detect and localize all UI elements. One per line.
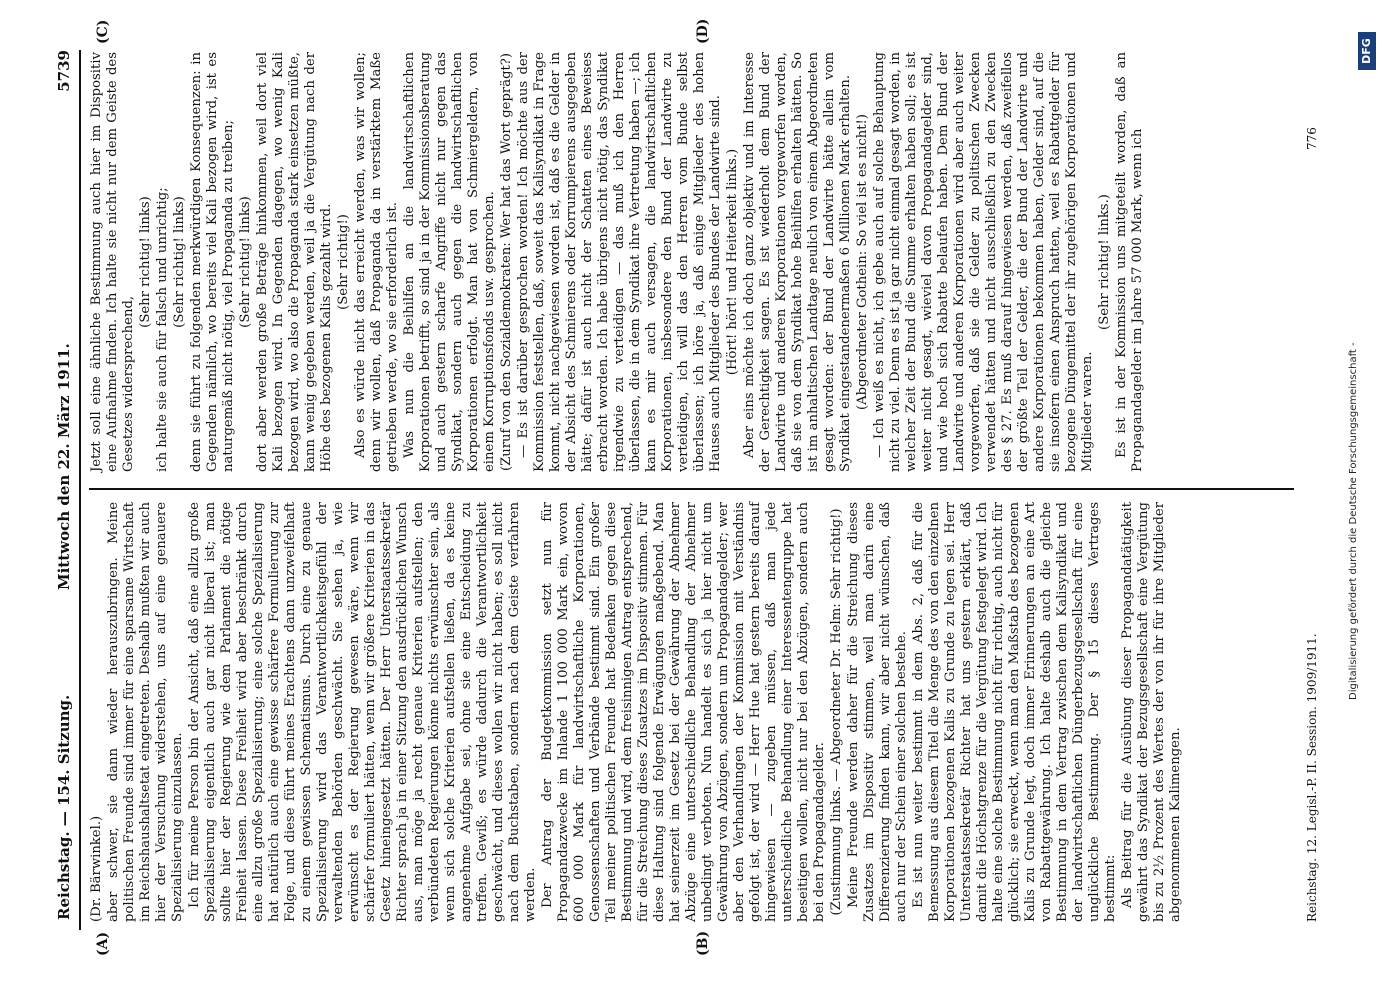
column-divider [89,488,1294,490]
margin-marker-d: (D) [695,18,711,44]
interjection: (Sehr richtig! links.) [1097,194,1112,330]
footer-session: Reichstag. 12. Legisl.-P. II. Session. 1909/1911. [1305,633,1319,922]
speaker-label: (Dr. Bärwinkel.) [89,815,104,922]
header-left: Reichstag. — 154. Sitzung. [55,694,73,920]
margin-marker-b: (B) [695,930,711,956]
page-number: 5739 [55,50,73,92]
dfg-logo: DFG [1358,32,1376,70]
margin-marker-c: (C) [95,19,111,44]
paragraph: Ich für meine Person bin der Ansicht, daß eine allzu große Spezialisierung eigentlich auch gar nicht liberal ist; man sollte hier der Regierung wie dem Parlament die nötige Freiheit lassen. Diese Freiheit wird aber beschränkt durch eine allzu große Spezialisierung; eine solche Spezialisierung hat natürlich auch eine gewisse schärfere Formulierung zur Folge, und diese führt meines Erachtens dann unzweifelhaft zu einem gewissen Schematismus. Durch eine zu genaue Spezialisierung wird das Verantwortlichkeitsgefühl der verwaltenden Behörden geschwächt. Sie sehen ja, wie erwünscht es der Regierung gewesen wäre, wenn wir schärfer formuliert hätten, wenn wir größere Kriterien in das Gesetz hineingesetzt hätten. Der Herr Unterstaatssekretär Richter sprach ja in einer Sitzung den ausdrücklichen Wunsch aus, man möge ja recht genaue Kriterien aufstellen; den verbündeten Regierungen könne nichts erwünschter sein, als wenn sich solche Kriterien aufstellen ließen, da es keine angenehme Aufgabe sei, ohne sie eine Entscheidung zu treffen. Gewiß; es würde dadurch die Verantwortlichkeit geschwächt, und dieses wollen wir nicht haben; es soll nicht nach dem Buchstaben, sondern nach dem Geiste verfahren werden. [187,502,538,922]
page-header [55,50,77,930]
interjection: (Sehr richtig!) [336,214,351,310]
interjection: (Abgeordneter Gothein: So viel ist es nicht!) [855,114,870,410]
paragraph: Also es würde nicht das erreicht werden, was wir wollen; denn wir wollen, daß Propaganda da in verstärktem Maße getrieben werde, wo sie erforderlich ist. [353,52,400,472]
paragraph: Meine Freunde werden daher für die Streichung dieses Zusatzes im Dispositiv stimmen, weil man darin eine Differenzierung finden kann, wir aber nicht wünschen, daß auch nur der Schein einer solchen bestehe. [846,502,909,922]
paragraph: Aber eins möchte ich doch ganz objektiv und im Interesse der Gerechtigkeit sagen. Es ist wiederholt dem Bund der Landwirte und anderen Korporationen vorgeworfen worden, daß sie von dem Syndikat hohe Beihilfen erhalten hätten. So ist im anhaltischen Landtage neulich von einem Abgeordneten gesagt worden: der Bund der Landwirte hätte allein vom Syndikat eingestandenermaßen 6 Millionen Mark erhalten. [742,52,853,472]
paragraph: — Ich weiß es nicht, ich gebe auch auf solche Behauptung nicht zu viel. Denn es ist ja gar nicht einmal gesagt worden, in welcher Zeit der Bund die Summe erhalten haben soll; es ist weiter nicht gesagt, wieviel davon Propagandagelder sind, und wie hoch sich Rabatte belaufen haben. Dem Bund der Landwirte und anderen Korporationen wird aber auch weiter vorgeworfen, daß sie die Gelder zu politischen Zwecken verwendet hätten und nicht ausschließlich zu den Zwecken des § 27. Es muß darauf hingewiesen werden, daß zweifellos der größte Teil der Gelder, die der Bund der Landwirte und andere Korporationen bekommen haben, Gelder sind, auf die sie insofern einen Anspruch hatten, weil es Rabattgelder für bezogene Düngemittel der ihr zugehörigen Korporationen und Mitglieder waren. [872,52,1095,472]
paragraph: ich halte sie auch für falsch und unrichtig; [155,187,170,472]
interjection: (Zustimmung links. — Abgeordneter Dr. Helm: Sehr richtig!) [829,508,844,916]
paragraph: Jetzt soll eine ähnliche Bestimmung auch hier im Dispositiv eine Aufnahme finden. Ich halte sie nicht nur dem Geiste des Gesetzes widersprechend, [89,52,136,472]
quotation: Als Beitrag für die Ausübung dieser Propagandatätigkeit gewährt das Syndikat der Bezugsgesellschaft eine Vergütung bis zu 2½ Prozent des Wertes der von ihr für ihre Mitglieder abgenommenen Kalimengen. [1120,502,1183,922]
paragraph: Der Antrag der Budgetkommission setzt nun für Propagandazwecke im Inlande 1 100 000 Mark ein, wovon 600 000 Mark für landwirtschaftliche Korporationen, Genossenschaften und Verbände bestimmt sind. Ein großer Teil meiner politischen Freunde hat Bedenken gegen diese Bestimmung und wird, dem freisinnigen Antrag entsprechend, für die Streichung dieses Zusatzes im Dispositiv stimmen. Für diese Haltung sind folgende Erwägungen maßgebend. Man hat seinerzeit im Gesetz bei der Gewährung der Abnehmer Abzüge eine unterschiedliche Behandlung der Abnehmer unbedingt verboten. Nun handelt es sich ja hier nicht um Gewährung von Abzügen, sondern um Propagandagelder; wer aber den Verhandlungen der Kommission mit Verständnis gefolgt ist, der wird — Herr Hue hat gestern bereits darauf hingewiesen — zugeben müssen, daß man jede unterschiedliche Behandlung einer Interessentengruppe hat beseitigen wollen, nicht nur bei den Abzügen, sondern auch bei den Propagandagelder. [540,502,827,922]
margin-marker-a: (A) [95,931,111,956]
funding-note: Digitalisierung gefördert durch die Deutsche Forschungsgemeinschaft - [1348,342,1359,700]
paragraph: — Es ist darüber gesprochen worden! Ich möchte aus der Kommission feststellen, daß, soweit das Kalisyndikat in Frage kommt, nicht nachgewiesen worden ist, daß es die Gelder in der Absicht des Schmierens oder Korrumpierens ausgegeben hätte; dafür ist auch nicht der Schatten eines Beweises erbracht worden. Ich habe übrigens nicht nötig, das Syndikat irgendwie zu verteidigen — das muß ich den Herren überlassen, die in dem Syndikat ihre Vertretung haben —; ich kann es mir auch versagen, die landwirtschaftlichen Korporationen, insbesondere den Bund der Landwirte zu verteidigen, ich will das den Herren vom Bunde selbst überlassen; ich höre ja, daß einige Mitglieder des hohen Hauses auch Mitglieder des Bundes der Landwirte sind. [516,52,723,472]
paragraph: Was nun die Beihilfen an die landwirtschaftlichen Korporationen betrifft, so sind ja in der Kommissionsberatung und auch gestern scharfe Angriffe nicht nur gegen das Syndikat, sondern auch gegen die landwirtschaftlichen Korporationen erfolgt. Man hat von Schmiergeldern, von einem Korruptionsfonds usw. gesprochen. [402,52,497,472]
document-page [55,18,1335,956]
footer-signature: 776 [1305,127,1319,150]
text-column-left [89,502,1185,922]
paragraph: dort aber werden große Beträge hinkommen, weil dort viel Kali bezogen wird. In Gegenden dagegen, wo wenig Kali bezogen wird, wo also die Propaganda stark einsetzen müßte, kann wenig gegeben werden, weil ja die Vergütung nach der Höhe des bezogenen Kalis gezahlt wird. [255,52,334,472]
paragraph: Es ist nun weiter bestimmt in dem Abs. 2, daß für die Bemessung aus diesem Titel die Menge des von den einzelnen Korporationen bezogenen Kalis zu Grunde zu legen sei. Herr Unterstaatssekretär Richter hat uns gestern erklärt, daß damit die Höchstgrenze für die Vergütung festgelegt wird. Ich halte eine solche Bestimmung nicht für richtig, auch nicht für glücklich; sie erweckt, wenn man den Maßstab des bezogenen Kalis zu Grunde legt, doch immer Erinnerungen an eine Art von Rabattgewährung. Ich halte deshalb auch die gleiche Bestimmung in dem Vertrag zwischen dem Kalisyndikat und der landwirtschaftlichen Düngerbezugsgesellschaft für eine unglückliche Bestimmung. Der § 15 dieses Vertrages bestimmt: [911,502,1118,922]
interjection: (Hört! hört! und Heiterkeit links.) [725,148,740,376]
interjection: (Sehr richtig! links) [238,196,253,328]
header-rule [79,50,81,930]
paragraph: denn sie führt zu folgenden merkwürdigen Konsequenzen: in Gegenden nämlich, wo bereits viel Kali bezogen wird, ist es naturgemäß nicht nötig, viel Propaganda zu treiben; [189,52,236,472]
paragraph: Es ist in der Kommission uns mitgeteilt worden, daß an Propagandagelder im Jahre 57 000 Mark, wenn ich [1114,52,1145,472]
interjection: (Sehr richtig! links) [138,196,153,328]
paragraph: aber schwer, sie dann wieder herauszubringen. Meine politischen Freunde sind immer für eine sparsame Wirtschaft im Reichshaushaltsetat eingetreten. Deshalb mußten wir auch hier der Versuchung widerstehen, uns auf eine genauere Spezialisierung einzulassen. [106,502,185,922]
header-center: Mittwoch den 22. März 1911. [55,343,73,590]
text-column-right [89,52,1147,472]
interjection: (Sehr richtig! links) [172,196,187,328]
interjection: (Zuruf von den Sozialdemokraten: Wer hat das Wort geprägt?) [499,52,514,472]
